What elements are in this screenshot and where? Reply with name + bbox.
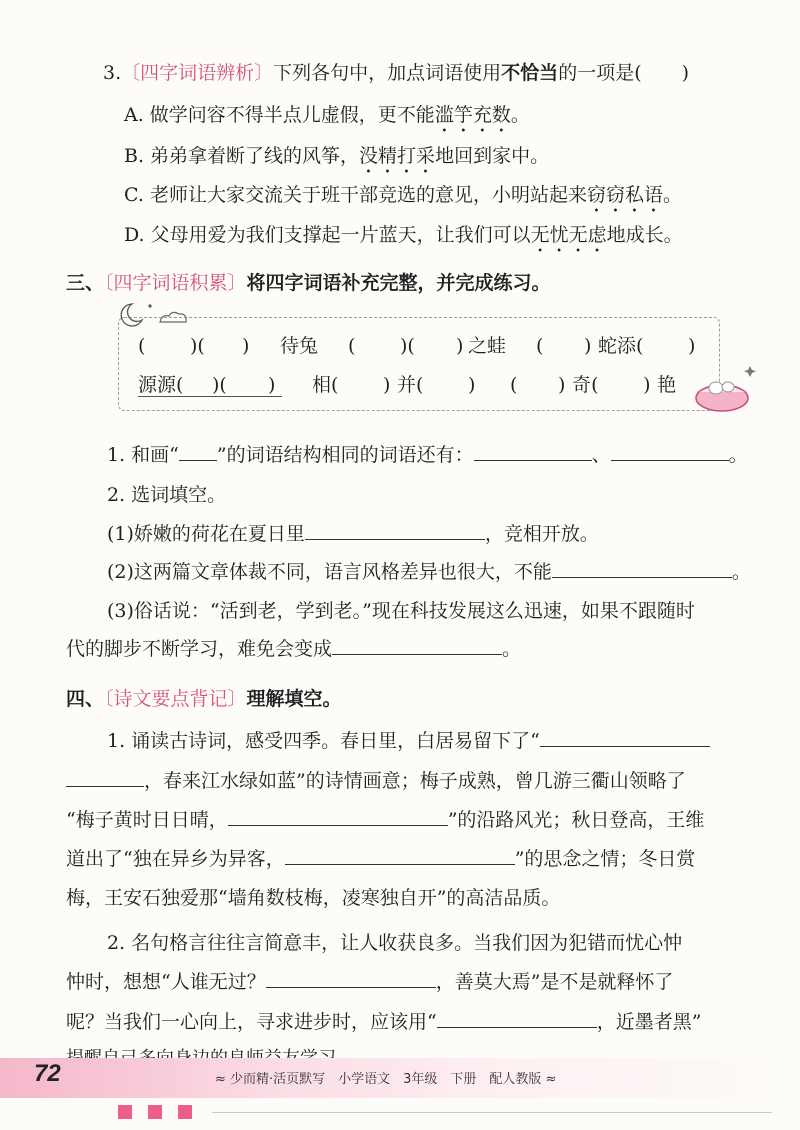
answer-blank[interactable] (474, 440, 592, 461)
s3-q2-3a: (3)俗话说：“活到老，学到老。”现在科技发展这么迅速，如果不跟随时 (107, 600, 695, 622)
q3-stem: 3.〔四字词语辨析〕下列各句中，加点词语使用不恰当的一项是( ) (103, 62, 690, 84)
idiom-row-2: 源源( )( ) 相( ) 并( ) ( ) 奇( ) 艳 (138, 374, 677, 396)
moon-cloud-icon (114, 300, 194, 330)
s3-q1: 1. 和画“ ”的词语结构相同的词语还有： 、 。 (107, 440, 800, 470)
page-number: 72 (34, 1060, 61, 1087)
footer-text: ≈ 少而精·活页默写 小学语文 3年级 下册 配人教版 ≈ (215, 1072, 557, 1087)
answer-blank[interactable] (437, 1007, 597, 1028)
answer-blank[interactable] (266, 967, 436, 988)
s4-p2-l2: 忡时，想想“人谁无过？ ，善莫大焉”是不是就释怀了 (66, 967, 800, 997)
footer-rule (212, 1112, 772, 1113)
section-3-heading: 三、〔四字词语积累〕将四字词语补充完整，并完成练习。 (66, 272, 551, 294)
s4-p2-l1: 2. 名句格言往往言简意丰，让人收获良多。当我们因为犯错而忧心忡 (107, 932, 683, 954)
answer-blank[interactable] (552, 557, 732, 578)
s3-q2: 2. 选词填空。 (107, 484, 227, 506)
s4-p2-l3: 呢？当我们一心向上，寻求进步时，应该用“ ，近墨者黑” (66, 1007, 800, 1037)
s4-p1-l5: 梅，王安石独爱那“墙角数枝梅，凌寒独自开”的高洁品质。 (66, 887, 561, 909)
answer-blank[interactable] (285, 844, 515, 865)
s3-q2-2: (2)这两篇文章体裁不同，语言风格差异也很大，不能 。 (107, 557, 800, 587)
answer-blank[interactable] (540, 726, 710, 747)
q3-option-a: A. 做学问容不得半点儿虚假，更不能滥竽充数。 (124, 104, 530, 126)
idiom-row-1: ( )( ) 待兔 ( )( ) 之蛙 ( ) 蛇添( ) (138, 335, 696, 357)
q3-option-c: C. 老师让大家交流关于班干部竞选的意见，小明站起来窃窃私语。 (124, 184, 682, 206)
s3-q2-1: (1)娇嫩的荷花在夏日里 ，竞相开放。 (107, 519, 800, 549)
section-4-heading: 四、〔诗文要点背记〕理解填空。 (66, 688, 342, 710)
answer-blank[interactable] (228, 805, 448, 826)
s4-p1-l3: “梅子黄时日日晴， ”的沿路风光；秋日登高，王维 (66, 805, 800, 835)
s3-q2-3b: 代的脚步不断学习，难免会变成 。 (66, 634, 800, 664)
answer-blank[interactable] (332, 634, 502, 655)
section-4-tag: 〔诗文要点背记〕 (104, 688, 247, 710)
s4-p1-l4: 道出了“独在异乡为异客， ”的思念之情；冬日赏 (66, 844, 800, 874)
s4-p1-l1: 1. 诵读古诗词，感受四季。春日里，白居易留下了“ (107, 726, 800, 756)
section-3-tag: 〔四字词语积累〕 (104, 272, 247, 294)
q3-tag: 〔四字词语辨析〕 (121, 62, 274, 84)
answer-blank[interactable] (305, 519, 485, 540)
answer-blank[interactable] (179, 440, 217, 461)
q3-option-d: D. 父母用爱为我们支撑起一片蓝天，让我们可以无忧无虑地成长。 (124, 224, 683, 246)
q3-option-b: B. 弟弟拿着断了线的风筝，没精打采地回到家中。 (124, 145, 550, 167)
answer-blank[interactable] (611, 440, 729, 461)
s4-p1-l2: ，春来江水绿如蓝”的诗情画意；梅子成熟，曾几游三衢山领略了 (66, 766, 800, 796)
answer-blank[interactable] (66, 766, 144, 787)
